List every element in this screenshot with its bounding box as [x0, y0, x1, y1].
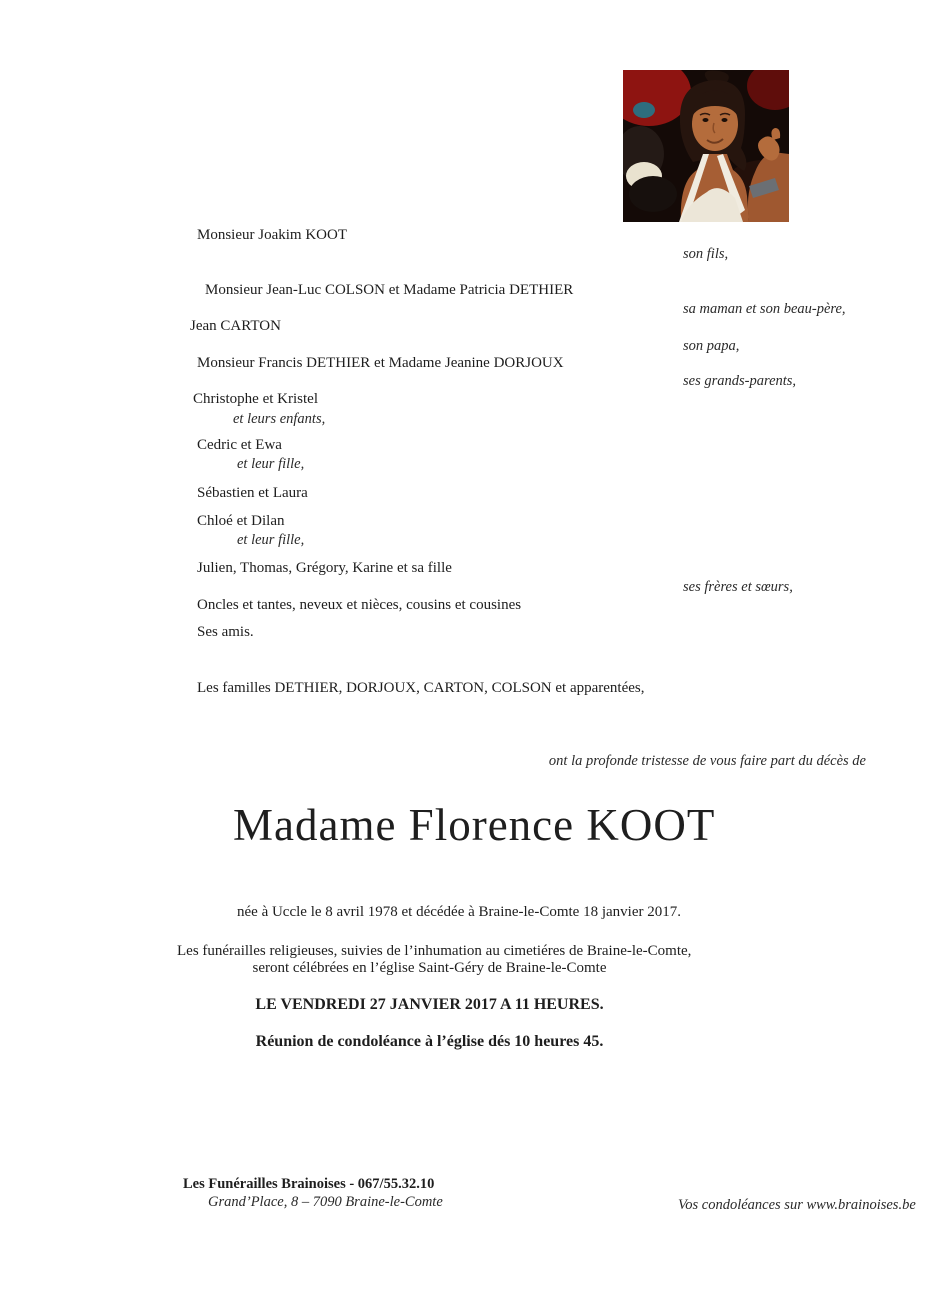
relative-sub-label: et leurs enfants,	[233, 411, 326, 427]
relative-name: Monsieur Francis DETHIER et Madame Jeanine DORJOUX	[197, 355, 564, 371]
relation-label: son papa,	[683, 338, 740, 354]
funeral-datetime-line: LE VENDREDI 27 JANVIER 2017 A 11 HEURES.	[255, 996, 604, 1013]
relation-label: sa maman et son beau-père,	[683, 301, 846, 317]
funeral-home-name: Les Funérailles Brainoises - 067/55.32.10	[183, 1176, 435, 1192]
relative-sub-label: et leur fille,	[237, 456, 305, 472]
relation-label: son fils,	[683, 246, 729, 262]
families-line: Les familles DETHIER, DORJOUX, CARTON, COLSON et apparentées,	[197, 680, 645, 696]
relative-name: Monsieur Joakim KOOT	[197, 227, 347, 243]
deceased-photo	[623, 70, 789, 222]
relative-name: Oncles et tantes, neveux et nièces, cousins et cousines	[197, 597, 522, 613]
relative-name: Chloé et Dilan	[197, 513, 285, 529]
relative-name: Christophe et Kristel	[193, 391, 318, 407]
relation-label: ses grands-parents,	[683, 373, 797, 389]
condolence-gathering-line: Réunion de condoléance à l’église dés 10 heures 45.	[255, 1033, 604, 1050]
relative-name: Jean CARTON	[190, 318, 281, 334]
relative-name: Cedric et Ewa	[197, 437, 282, 453]
funeral-home-address: Grand’Place, 8 – 7090 Braine-le-Comte	[208, 1194, 443, 1210]
condolences-website-line: Vos condoléances sur www.brainoises.be	[678, 1197, 916, 1213]
relative-name: Monsieur Jean-Luc COLSON et Madame Patricia DETHIER	[205, 282, 574, 298]
funeral-line-1: Les funérailles religieuses, suivies de l’inhumation au cimetiéres de Braine-le-Comte,	[177, 943, 692, 959]
relative-name: Sébastien et Laura	[197, 485, 308, 501]
relative-name: Julien, Thomas, Grégory, Karine et sa fille	[197, 560, 452, 576]
deceased-name-title: Madame Florence KOOT	[233, 800, 716, 850]
relative-sub-label: et leur fille,	[237, 532, 305, 548]
intro-line: ont la profonde tristesse de vous faire part du décès de	[548, 753, 866, 769]
funeral-line-2: seront célébrées en l’église Saint-Géry de Braine-le-Comte	[252, 960, 607, 976]
life-dates-line: née à Uccle le 8 avril 1978 et décédée à Braine-le-Comte 18 janvier 2017.	[237, 904, 681, 920]
relation-label: ses frères et sœurs,	[683, 579, 793, 595]
relative-name: Ses amis.	[197, 624, 254, 640]
